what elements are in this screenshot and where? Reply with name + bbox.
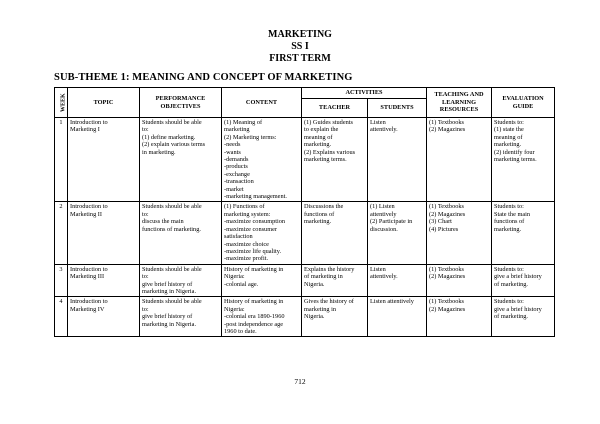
- objectives-cell: [140, 264, 222, 297]
- evaluation-line: Students to:: [494, 298, 524, 306]
- content-line: History of marketing in: [224, 298, 284, 306]
- students-cell: [368, 202, 427, 264]
- header-evaluation: EVALUATION GUIDE: [492, 88, 555, 118]
- objectives-cell: [140, 202, 222, 264]
- objectives-line: to:: [142, 305, 149, 313]
- teacher-line: marketing terms.: [304, 156, 347, 164]
- subtheme-heading: SUB-THEME 1: MEANING AND CONCEPT OF MARKETING: [54, 72, 353, 83]
- topic-line: Introduction to: [70, 203, 108, 211]
- objectives-line: in marketing.: [142, 148, 176, 156]
- teacher-cell: [302, 297, 368, 337]
- students-line: (1) Listen: [370, 203, 395, 211]
- evaluation-line: (1) state the: [494, 126, 524, 134]
- objectives-line: Students should be able: [142, 119, 202, 126]
- resources-cell: [427, 297, 492, 337]
- students-line: (2) Participate in: [370, 218, 413, 226]
- students-line: attentively.: [370, 273, 398, 281]
- content-line: -maximize consumer: [224, 225, 277, 233]
- teacher-line: marketing.: [304, 141, 332, 149]
- objectives-line: Students should be able: [142, 203, 202, 211]
- term-title: FIRST TERM: [269, 53, 331, 64]
- content-line: marketing: [224, 126, 250, 134]
- content-line: -post independence age: [224, 320, 284, 328]
- objectives-line: to:: [142, 126, 149, 134]
- teacher-line: of marketing in: [304, 273, 343, 281]
- resources-cell: [427, 264, 492, 297]
- content-line: -maximize profit.: [224, 255, 269, 263]
- evaluation-line: meaning of: [494, 133, 523, 141]
- evaluation-line: (2) identify four: [494, 148, 535, 156]
- header-objectives: PERFORMANCE OBJECTIVES: [140, 88, 222, 118]
- resources-line: (2) Magazines: [429, 273, 466, 281]
- subject-title: MARKETING: [268, 29, 332, 40]
- teacher-line: (1) Guides students: [304, 119, 353, 126]
- week-number: 3: [55, 264, 68, 297]
- content-line: -needs: [224, 141, 241, 149]
- teacher-cell: [302, 264, 368, 297]
- topic-line: Marketing I: [70, 126, 100, 134]
- objectives-line: marketing in Nigeria.: [142, 320, 197, 328]
- evaluation-line: of marketing.: [494, 313, 528, 321]
- content-line: History of marketing in: [224, 265, 284, 273]
- teacher-line: Discussions the: [304, 203, 344, 211]
- evaluation-line: Students to:: [494, 265, 524, 273]
- topic-cell: [68, 264, 140, 297]
- content-line: -marketing management.: [224, 193, 287, 201]
- scheme-of-work-table: [54, 87, 555, 337]
- resources-line: (4) Pictures: [429, 225, 459, 233]
- evaluation-line: give a brief history: [494, 305, 542, 313]
- evaluation-line: functions of: [494, 218, 525, 226]
- content-line: Nigeria:: [224, 305, 245, 313]
- header-students: STUDENTS: [368, 99, 427, 118]
- students-line: discussion.: [370, 225, 398, 233]
- week-number: 2: [55, 202, 68, 264]
- content-cell: [222, 202, 302, 264]
- header-content: CONTENT: [222, 88, 302, 118]
- content-line: -colonial age.: [224, 280, 259, 288]
- content-line: -maximize life quality.: [224, 247, 282, 255]
- content-line: -wants: [224, 148, 241, 156]
- topic-cell: [68, 202, 140, 264]
- objectives-line: (1) define marketing.: [142, 133, 196, 141]
- content-line: 1960 to date.: [224, 327, 257, 335]
- evaluation-line: Students to:: [494, 203, 524, 211]
- objectives-cell: [140, 297, 222, 337]
- content-line: -transaction: [224, 178, 254, 186]
- objectives-line: give brief history of: [142, 280, 193, 288]
- teacher-cell: [302, 202, 368, 264]
- topic-line: Marketing II: [70, 210, 102, 218]
- evaluation-line: marketing.: [494, 141, 522, 149]
- content-line: marketing system:: [224, 210, 271, 218]
- resources-cell: [427, 118, 492, 202]
- students-cell: [368, 118, 427, 202]
- content-line: -colonial era 1890-1960: [224, 313, 285, 321]
- class-title: SS I: [291, 41, 309, 52]
- topic-cell: [68, 297, 140, 337]
- students-line: Listen: [370, 265, 386, 273]
- teacher-line: functions of: [304, 210, 335, 218]
- topic-cell: [68, 118, 140, 202]
- objectives-line: discuss the main: [142, 218, 184, 226]
- header-activities: ACTIVITIES: [302, 88, 427, 99]
- evaluation-line: State the main: [494, 210, 531, 218]
- objectives-line: to:: [142, 273, 149, 281]
- objectives-line: Students should be able: [142, 265, 202, 273]
- topic-line: Marketing IV: [70, 305, 105, 313]
- header-resources: TEACHING AND LEARNING RESOURCES: [427, 88, 492, 118]
- teacher-line: marketing in: [304, 305, 337, 313]
- objectives-line: to:: [142, 210, 149, 218]
- teacher-line: to explain the: [304, 126, 339, 134]
- content-line: -market: [224, 185, 244, 193]
- resources-line: (1) Textbooks: [429, 298, 464, 306]
- evaluation-cell: [492, 118, 555, 202]
- resources-line: (2) Magazines: [429, 305, 466, 313]
- content-line: satisfaction: [224, 233, 253, 241]
- evaluation-line: marketing terms.: [494, 156, 537, 164]
- teacher-line: marketing.: [304, 218, 332, 226]
- resources-line: (1) Textbooks: [429, 203, 464, 211]
- table-row: [55, 202, 555, 264]
- objectives-line: give brief history of: [142, 313, 193, 321]
- content-cell: [222, 264, 302, 297]
- page-number: 712: [294, 377, 306, 386]
- students-line: Listen: [370, 119, 386, 126]
- teacher-cell: [302, 118, 368, 202]
- week-number: 4: [55, 297, 68, 337]
- content-line: -maximize consumption: [224, 218, 286, 226]
- content-line: (1) Meaning of: [224, 119, 263, 126]
- resources-line: (3) Chart: [429, 218, 452, 226]
- teacher-line: Nigeria.: [304, 280, 325, 288]
- topic-line: Introduction to: [70, 298, 108, 306]
- table-row: [55, 297, 555, 337]
- students-line: attentively.: [370, 126, 398, 134]
- content-line: Nigeria:: [224, 273, 245, 281]
- content-cell: [222, 297, 302, 337]
- teacher-line: Gives the history of: [304, 298, 354, 306]
- resources-line: (1) Textbooks: [429, 265, 464, 273]
- header-week: WEEK: [55, 88, 68, 118]
- week-number: 1: [55, 118, 68, 202]
- teacher-line: meaning of: [304, 133, 333, 141]
- content-line: -demands: [224, 156, 249, 164]
- table-row: [55, 264, 555, 297]
- table-row: [55, 118, 555, 202]
- students-cell: [368, 264, 427, 297]
- evaluation-cell: [492, 264, 555, 297]
- objectives-line: marketing in Nigeria.: [142, 287, 197, 295]
- content-cell: [222, 118, 302, 202]
- topic-line: Introduction to: [70, 265, 108, 273]
- resources-line: (1) Textbooks: [429, 119, 464, 126]
- evaluation-line: give a brief history: [494, 273, 542, 281]
- evaluation-line: Students to:: [494, 119, 524, 126]
- objectives-line: (2) explain various terms: [142, 141, 206, 149]
- resources-cell: [427, 202, 492, 264]
- evaluation-cell: [492, 202, 555, 264]
- header-teacher: TEACHER: [302, 99, 368, 118]
- objectives-cell: [140, 118, 222, 202]
- teacher-line: (2) Explains various: [304, 148, 356, 156]
- students-line: Listen attentively: [370, 298, 414, 306]
- evaluation-cell: [492, 297, 555, 337]
- content-line: (1) Functions of: [224, 203, 265, 211]
- topic-line: Marketing III: [70, 273, 105, 281]
- content-line: -exchange: [224, 170, 250, 178]
- content-line: (2) Marketing terms:: [224, 133, 277, 141]
- students-cell: [368, 297, 427, 337]
- content-line: -products: [224, 163, 248, 171]
- objectives-line: Students should be able: [142, 298, 202, 306]
- header-topic: TOPIC: [68, 88, 140, 118]
- teacher-line: Explains the history: [304, 265, 355, 273]
- evaluation-line: of marketing.: [494, 280, 528, 288]
- resources-line: (2) Magazines: [429, 126, 466, 134]
- resources-line: (2) Magazines: [429, 210, 466, 218]
- students-line: attentively: [370, 210, 397, 218]
- content-line: -maximize choice: [224, 240, 269, 248]
- evaluation-line: marketing.: [494, 225, 522, 233]
- topic-line: Introduction to: [70, 119, 108, 126]
- teacher-line: Nigeria.: [304, 313, 325, 321]
- objectives-line: functions of marketing.: [142, 225, 201, 233]
